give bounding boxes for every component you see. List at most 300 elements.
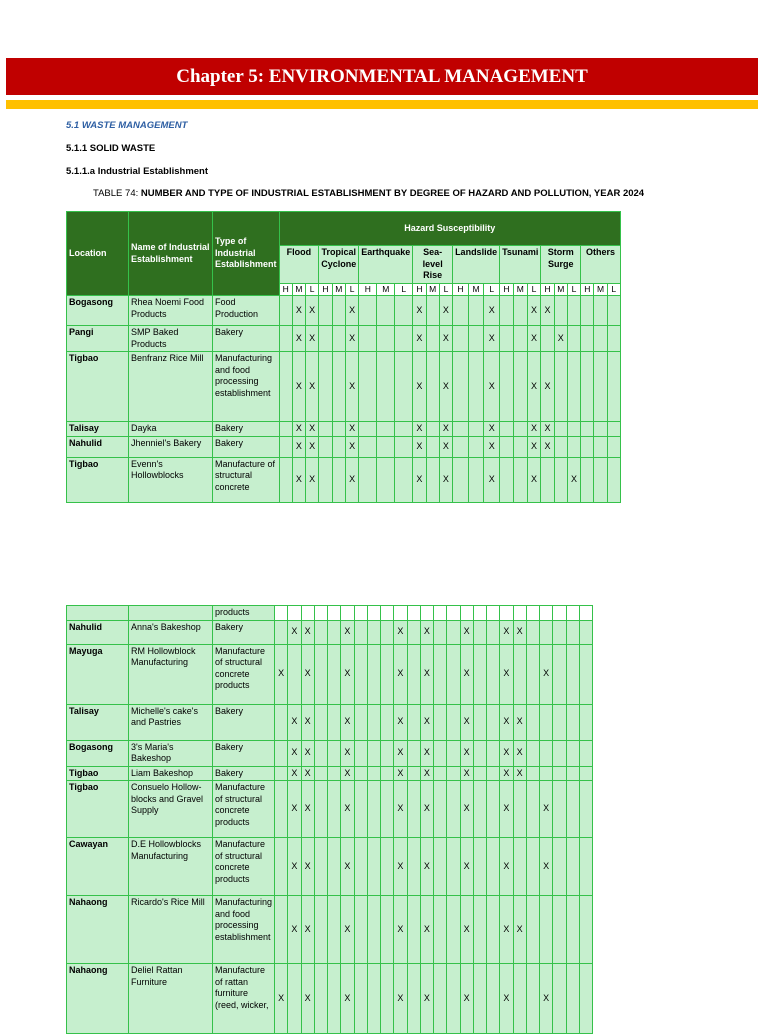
hazard-mark-cell — [540, 620, 553, 644]
hazard-mark-cell — [275, 704, 288, 740]
hazard-mark-cell — [426, 352, 439, 422]
hazard-mark-cell: X — [345, 326, 358, 352]
hazard-mark-cell: X — [500, 838, 513, 896]
hazard-mark-cell — [487, 964, 500, 1034]
hazard-mark-cell — [377, 352, 395, 422]
hazard-mark-cell — [314, 704, 327, 740]
hazard-mark-cell — [473, 644, 486, 704]
hazard-mark-cell — [447, 964, 460, 1034]
hazard-mark-cell: X — [292, 436, 305, 457]
hazard-mark-cell — [377, 296, 395, 326]
hazard-mark-cell: X — [306, 436, 319, 457]
hazard-mark-cell — [354, 620, 367, 644]
hazard-mark-cell: X — [413, 436, 426, 457]
hazard-mark-cell — [447, 704, 460, 740]
hazard-mark-cell: X — [292, 296, 305, 326]
hazard-mark-cell — [354, 896, 367, 964]
hazard-mark-cell — [407, 781, 420, 838]
hazard-mark-cell — [513, 457, 527, 502]
hazard-mark-cell: X — [420, 644, 433, 704]
establishment-type-cell: Bakery — [213, 740, 275, 766]
hazard-mark-cell: X — [394, 620, 407, 644]
continuation-cell — [420, 606, 433, 621]
level-header-cell: H — [413, 283, 426, 296]
hazard-mark-cell — [332, 422, 345, 437]
hazard-mark-cell: X — [500, 964, 513, 1034]
hazard-mark-cell — [434, 964, 447, 1034]
hazard-mark-cell — [500, 352, 514, 422]
hazard-mark-cell — [354, 766, 367, 781]
establishment-name-cell: Evenn's Hollowblocks — [129, 457, 213, 502]
hazard-type-header: Landslide — [453, 246, 500, 284]
hazard-mark-cell — [453, 422, 469, 437]
hazard-mark-cell — [487, 896, 500, 964]
hazard-mark-cell — [579, 781, 592, 838]
establishment-type-cell: Manufacturing and food processing establishment — [213, 896, 275, 964]
hazard-mark-cell: X — [292, 457, 305, 502]
hazard-mark-cell — [553, 964, 566, 1034]
hazard-mark-cell — [319, 326, 332, 352]
level-header-cell: L — [527, 283, 541, 296]
hazard-mark-cell — [407, 964, 420, 1034]
hazard-mark-cell — [359, 352, 377, 422]
hazard-mark-cell — [553, 620, 566, 644]
hazard-mark-cell: X — [513, 766, 526, 781]
level-header-cell: L — [439, 283, 452, 296]
level-header-cell: H — [541, 283, 554, 296]
continuation-cell — [354, 606, 367, 621]
hazard-mark-cell — [426, 296, 439, 326]
hazard-mark-cell — [468, 457, 484, 502]
hazard-mark-cell — [447, 740, 460, 766]
hazard-mark-cell — [407, 740, 420, 766]
table-row — [67, 352, 621, 422]
level-header-cell: L — [484, 283, 500, 296]
hazard-type-header: Tsunami — [500, 246, 541, 284]
hazard-mark-cell: X — [420, 740, 433, 766]
hazard-mark-cell — [367, 620, 380, 644]
establishment-name-cell: D.E Hollowblocks Manufacturing — [129, 838, 213, 896]
hazard-mark-cell — [447, 838, 460, 896]
hazard-mark-cell — [359, 457, 377, 502]
hazard-mark-cell — [332, 457, 345, 502]
hazard-type-header: Others — [581, 246, 621, 284]
hazard-mark-cell: X — [513, 740, 526, 766]
continuation-cell — [487, 606, 500, 621]
hazard-mark-cell: X — [541, 352, 554, 422]
hazard-mark-cell: X — [541, 436, 554, 457]
hazard-mark-cell — [407, 838, 420, 896]
hazard-type-header: Flood — [279, 246, 319, 284]
hazard-mark-cell — [426, 436, 439, 457]
hazard-mark-cell: X — [439, 422, 452, 437]
hazard-mark-cell: X — [500, 766, 513, 781]
level-header-cell: L — [395, 283, 413, 296]
hazard-mark-cell: X — [275, 964, 288, 1034]
hazard-mark-cell — [526, 740, 539, 766]
hazard-mark-cell: X — [567, 457, 580, 502]
hazard-mark-cell: X — [541, 296, 554, 326]
hazard-mark-cell: X — [341, 644, 354, 704]
hazard-mark-cell — [468, 326, 484, 352]
hazard-mark-cell: X — [484, 296, 500, 326]
hazard-mark-cell — [487, 644, 500, 704]
hazard-mark-cell — [367, 781, 380, 838]
hazard-mark-cell — [594, 326, 607, 352]
hazard-mark-cell: X — [345, 457, 358, 502]
establishment-name-cell: Liam Bakeshop — [129, 766, 213, 781]
hazard-mark-cell: X — [420, 781, 433, 838]
hazard-mark-cell: X — [301, 766, 314, 781]
hazard-mark-cell — [407, 896, 420, 964]
hazard-mark-cell — [594, 422, 607, 437]
hazard-mark-cell — [500, 326, 514, 352]
table-row — [67, 620, 593, 644]
hazard-mark-cell — [473, 964, 486, 1034]
establishment-type-cell: Bakery — [213, 326, 280, 352]
establishment-name-cell: SMP Baked Products — [129, 326, 213, 352]
hazard-mark-cell — [567, 352, 580, 422]
level-header-cell: H — [319, 283, 332, 296]
location-cell: Cawayan — [67, 838, 129, 896]
hazard-mark-cell — [468, 352, 484, 422]
hazard-mark-cell — [526, 704, 539, 740]
hazard-mark-cell — [279, 436, 292, 457]
hazard-mark-cell — [567, 296, 580, 326]
continuation-cell — [129, 606, 213, 621]
hazard-mark-cell: X — [484, 326, 500, 352]
hazard-mark-cell — [354, 964, 367, 1034]
hazard-mark-cell — [473, 740, 486, 766]
hazard-type-header: Sea-level Rise — [413, 246, 453, 284]
hazard-mark-cell: X — [420, 964, 433, 1034]
hazard-mark-cell: X — [394, 896, 407, 964]
hazard-mark-cell — [473, 766, 486, 781]
section-heading-5-1-1-a: 5.1.1.a Industrial Establishment — [66, 166, 209, 177]
hazard-mark-cell: X — [341, 704, 354, 740]
section-heading-5-1-1: 5.1.1 SOLID WASTE — [66, 143, 156, 154]
hazard-mark-cell: X — [394, 781, 407, 838]
hazard-mark-cell — [487, 620, 500, 644]
hazard-mark-cell — [453, 436, 469, 457]
hazard-mark-cell: X — [500, 781, 513, 838]
hazard-mark-cell: X — [513, 704, 526, 740]
hazard-mark-cell: X — [439, 326, 452, 352]
hazard-mark-cell — [381, 766, 394, 781]
hazard-mark-cell: X — [288, 766, 301, 781]
hazard-mark-cell — [581, 352, 594, 422]
hazard-mark-cell: X — [301, 838, 314, 896]
hazard-mark-cell — [434, 620, 447, 644]
hazard-mark-cell — [579, 964, 592, 1034]
hazard-mark-cell: X — [420, 704, 433, 740]
hazard-mark-cell — [434, 644, 447, 704]
hazard-mark-cell — [581, 422, 594, 437]
continuation-cell — [553, 606, 566, 621]
hazard-mark-cell — [566, 964, 579, 1034]
continuation-cell — [328, 606, 341, 621]
hazard-mark-cell: X — [460, 620, 473, 644]
hazard-mark-cell: X — [500, 896, 513, 964]
header-row — [67, 212, 621, 246]
hazard-mark-cell — [513, 644, 526, 704]
hazard-mark-cell — [377, 436, 395, 457]
hazard-mark-cell — [354, 781, 367, 838]
hazard-mark-cell — [607, 422, 620, 437]
hazard-mark-cell — [275, 838, 288, 896]
banner-stripe — [6, 100, 758, 109]
hazard-mark-cell: X — [500, 620, 513, 644]
hazard-mark-cell — [395, 457, 413, 502]
hazard-mark-cell — [447, 644, 460, 704]
establishment-type-cell: Bakery — [213, 620, 275, 644]
hazard-mark-cell — [332, 352, 345, 422]
table-row — [67, 422, 621, 437]
hazard-mark-cell — [500, 436, 514, 457]
hazard-mark-cell — [395, 296, 413, 326]
establishment-type-cell: Manufacture of structural concrete products — [213, 644, 275, 704]
table-row — [67, 896, 593, 964]
hazard-mark-cell: X — [341, 838, 354, 896]
hazard-mark-cell — [607, 326, 620, 352]
table-row — [67, 740, 593, 766]
hazard-mark-cell — [354, 740, 367, 766]
hazard-mark-cell: X — [288, 704, 301, 740]
hazard-mark-cell: X — [301, 704, 314, 740]
hazard-mark-cell — [540, 740, 553, 766]
hazard-mark-cell — [594, 352, 607, 422]
hazard-mark-cell — [275, 781, 288, 838]
hazard-mark-cell — [328, 620, 341, 644]
continuation-cell — [288, 606, 301, 621]
level-header-cell: L — [567, 283, 580, 296]
hazard-mark-cell: X — [306, 352, 319, 422]
level-header-cell: M — [377, 283, 395, 296]
hazard-mark-cell — [468, 436, 484, 457]
level-header-cell: M — [332, 283, 345, 296]
hazard-mark-cell: X — [292, 422, 305, 437]
continuation-cell — [579, 606, 592, 621]
establishment-type-cell: Bakery — [213, 704, 275, 740]
location-cell: Tigbao — [67, 766, 129, 781]
hazard-mark-cell — [579, 620, 592, 644]
hazard-mark-cell — [566, 740, 579, 766]
hazard-mark-cell — [288, 964, 301, 1034]
hazard-mark-cell: X — [439, 352, 452, 422]
hazard-mark-cell — [354, 704, 367, 740]
hazard-mark-cell: X — [527, 422, 541, 437]
hazard-mark-cell: X — [301, 740, 314, 766]
hazard-mark-cell: X — [420, 838, 433, 896]
establishment-type-cell: Manufacturing and food processing establishment — [213, 352, 280, 422]
hazard-mark-cell — [314, 644, 327, 704]
hazard-mark-cell — [332, 296, 345, 326]
hazard-mark-cell — [566, 838, 579, 896]
hazard-mark-cell — [473, 896, 486, 964]
hazard-mark-cell: X — [341, 620, 354, 644]
hazard-mark-cell: X — [527, 352, 541, 422]
table-row — [67, 326, 621, 352]
hazard-mark-cell: X — [288, 838, 301, 896]
hazard-mark-cell: X — [460, 781, 473, 838]
establishment-type-cell: Manufacture of structural concrete — [213, 457, 280, 502]
hazard-mark-cell — [553, 740, 566, 766]
hazard-mark-cell — [468, 296, 484, 326]
hazard-mark-cell — [407, 644, 420, 704]
table-row — [67, 436, 621, 457]
establishment-type-cell: Manufacture of structural concrete products — [213, 838, 275, 896]
hazard-mark-cell — [594, 296, 607, 326]
hazard-mark-cell: X — [394, 644, 407, 704]
hazard-mark-cell — [377, 457, 395, 502]
hazard-mark-cell — [328, 644, 341, 704]
hazard-mark-cell: X — [345, 422, 358, 437]
hazard-mark-cell: X — [460, 838, 473, 896]
hazard-mark-cell — [453, 457, 469, 502]
hazard-mark-cell — [579, 644, 592, 704]
chapter-title: Chapter 5: ENVIRONMENTAL MANAGEMENT — [176, 65, 588, 87]
hazard-mark-cell — [426, 422, 439, 437]
hazard-mark-cell — [554, 436, 567, 457]
level-header-cell: M — [594, 283, 607, 296]
hazard-mark-cell — [314, 896, 327, 964]
continuation-cell — [473, 606, 486, 621]
continuation-cell — [381, 606, 394, 621]
level-header-cell: M — [554, 283, 567, 296]
hazard-mark-cell — [279, 326, 292, 352]
hazard-mark-cell — [395, 422, 413, 437]
hazard-mark-cell — [447, 766, 460, 781]
hazard-mark-cell — [377, 422, 395, 437]
hazard-mark-cell: X — [301, 896, 314, 964]
hazard-mark-cell — [513, 352, 527, 422]
hazard-mark-cell — [328, 740, 341, 766]
hazard-mark-cell — [395, 352, 413, 422]
establishment-name-cell: Consuelo Hollow-blocks and Gravel Supply — [129, 781, 213, 838]
continuation-cell — [301, 606, 314, 621]
hazard-mark-cell — [526, 781, 539, 838]
header-name: Name of Industrial Establishment — [129, 212, 213, 296]
hazard-mark-cell — [279, 352, 292, 422]
hazard-mark-cell — [314, 781, 327, 838]
hazard-mark-cell — [314, 766, 327, 781]
hazard-mark-cell — [426, 326, 439, 352]
hazard-mark-cell — [381, 838, 394, 896]
location-cell: Talisay — [67, 704, 129, 740]
table-caption-title: NUMBER AND TYPE OF INDUSTRIAL ESTABLISHMENT BY DEGREE OF HAZARD AND POLLUTION, YEAR 2024 — [140, 188, 645, 199]
hazard-mark-cell — [553, 704, 566, 740]
hazard-mark-cell — [513, 422, 527, 437]
hazard-mark-cell: X — [484, 422, 500, 437]
hazard-mark-cell — [500, 296, 514, 326]
hazard-mark-cell — [395, 326, 413, 352]
establishment-name-cell: Anna's Bakeshop — [129, 620, 213, 644]
table-row — [67, 964, 593, 1034]
hazard-mark-cell: X — [341, 781, 354, 838]
hazard-mark-cell — [354, 644, 367, 704]
hazard-mark-cell — [540, 896, 553, 964]
hazard-mark-cell: X — [345, 296, 358, 326]
hazard-mark-cell: X — [345, 352, 358, 422]
hazard-mark-cell — [367, 740, 380, 766]
hazard-mark-cell — [526, 644, 539, 704]
continuation-cell — [540, 606, 553, 621]
hazard-mark-cell — [581, 457, 594, 502]
header-hazard-susceptibility: Hazard Susceptibility — [279, 212, 620, 246]
hazard-mark-cell — [453, 326, 469, 352]
hazard-mark-cell — [275, 740, 288, 766]
hazard-mark-cell — [581, 296, 594, 326]
hazard-mark-cell: X — [420, 620, 433, 644]
hazard-mark-cell — [434, 704, 447, 740]
hazard-mark-cell: X — [301, 644, 314, 704]
location-cell: Bogasong — [67, 296, 129, 326]
hazard-table-part-2 — [66, 605, 593, 1034]
hazard-mark-cell: X — [292, 326, 305, 352]
hazard-mark-cell — [513, 781, 526, 838]
level-header-cell: L — [306, 283, 319, 296]
hazard-mark-cell — [314, 620, 327, 644]
continuation-cell — [500, 606, 513, 621]
level-header-cell: M — [292, 283, 305, 296]
establishment-name-cell: Benfranz Rice Mill — [129, 352, 213, 422]
hazard-mark-cell: X — [500, 740, 513, 766]
hazard-mark-cell — [319, 422, 332, 437]
hazard-mark-cell: X — [527, 326, 541, 352]
hazard-mark-cell — [367, 704, 380, 740]
continuation-cell — [394, 606, 407, 621]
hazard-mark-cell: X — [394, 964, 407, 1034]
hazard-mark-cell — [566, 781, 579, 838]
hazard-type-header: Tropical Cyclone — [319, 246, 359, 284]
location-cell: Tigbao — [67, 457, 129, 502]
hazard-mark-cell: X — [306, 296, 319, 326]
hazard-mark-cell: X — [394, 740, 407, 766]
hazard-mark-cell — [426, 457, 439, 502]
hazard-mark-cell — [579, 838, 592, 896]
hazard-mark-cell — [407, 704, 420, 740]
hazard-mark-cell: X — [460, 964, 473, 1034]
establishment-type-cell: Bakery — [213, 422, 280, 437]
continuation-cell — [526, 606, 539, 621]
hazard-mark-cell — [319, 436, 332, 457]
hazard-mark-cell: X — [484, 457, 500, 502]
hazard-mark-cell — [354, 838, 367, 896]
hazard-mark-cell: X — [527, 436, 541, 457]
section-heading-5-1: 5.1 WASTE MANAGEMENT — [66, 120, 188, 131]
continuation-cell — [447, 606, 460, 621]
hazard-mark-cell — [328, 766, 341, 781]
hazard-mark-cell: X — [288, 620, 301, 644]
hazard-mark-cell — [513, 326, 527, 352]
hazard-mark-cell: X — [513, 896, 526, 964]
level-header-cell: H — [500, 283, 514, 296]
level-header-cell: M — [513, 283, 527, 296]
hazard-mark-cell: X — [301, 964, 314, 1034]
hazard-mark-cell — [513, 838, 526, 896]
location-cell: Tigbao — [67, 352, 129, 422]
hazard-mark-cell: X — [527, 296, 541, 326]
hazard-mark-cell — [328, 704, 341, 740]
hazard-mark-cell — [541, 326, 554, 352]
hazard-mark-cell — [607, 436, 620, 457]
hazard-mark-cell — [367, 896, 380, 964]
hazard-mark-cell — [487, 766, 500, 781]
hazard-mark-cell: X — [341, 964, 354, 1034]
hazard-mark-cell: X — [554, 326, 567, 352]
hazard-mark-cell — [367, 644, 380, 704]
hazard-mark-cell: X — [420, 896, 433, 964]
